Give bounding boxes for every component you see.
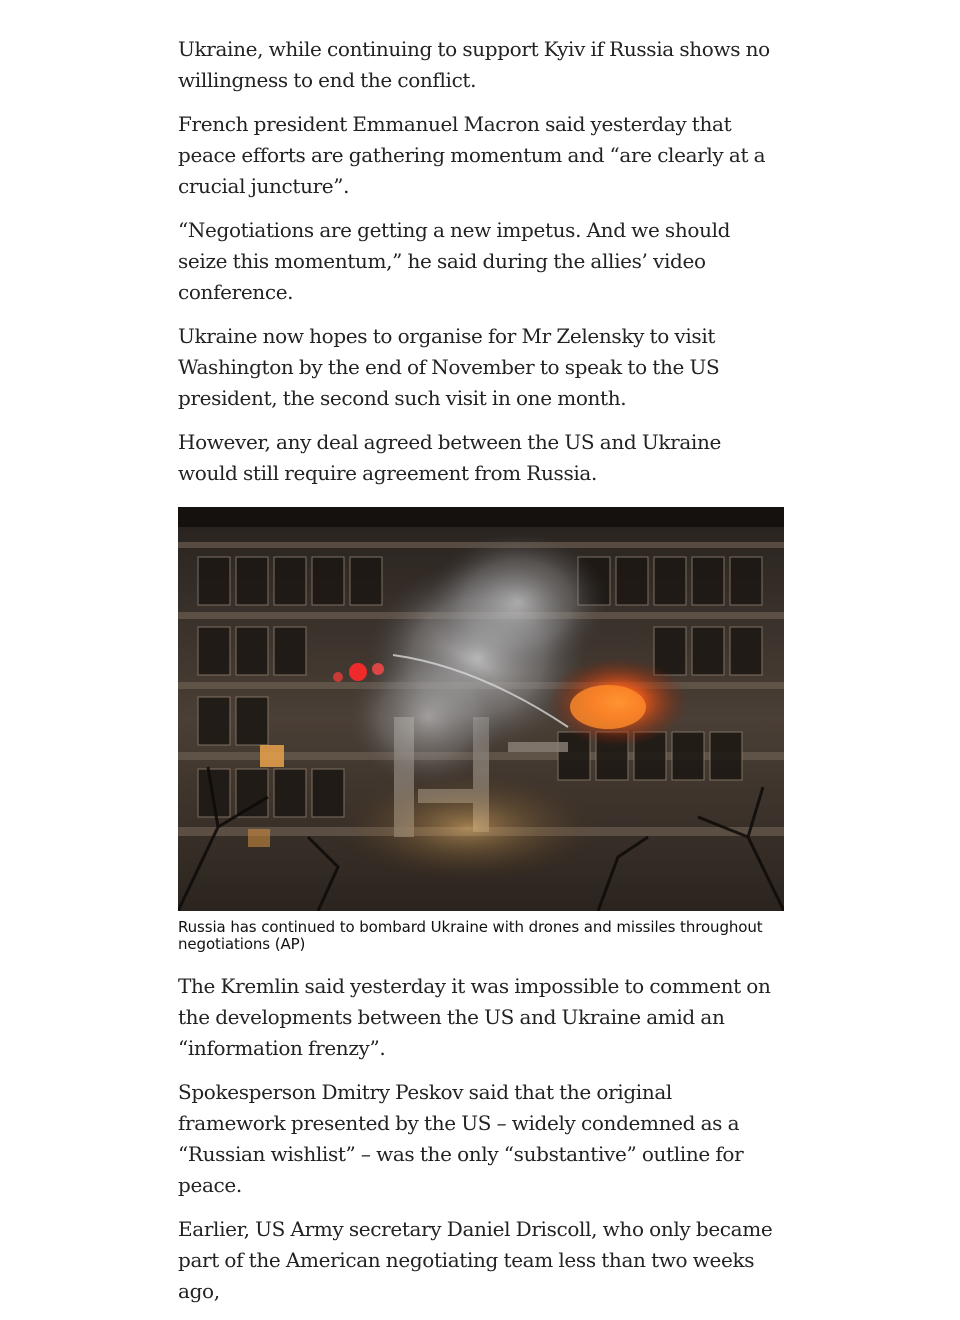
article-paragraph: Ukraine, while continuing to support Kyiv if Russia shows no willingness to end the conflict. bbox=[178, 37, 770, 92]
article-paragraph: However, any deal agreed between the US and Ukraine would still require agreement from Russia. bbox=[178, 430, 721, 485]
news-photo-burning-building[interactable] bbox=[178, 507, 784, 911]
figure-caption: Russia has continued to bombard Ukraine with drones and missiles throughout negotiations (AP) bbox=[178, 918, 763, 953]
article-figure bbox=[178, 507, 784, 953]
article-paragraph: “Negotiations are getting a new impetus. And we should seize this momentum,” he said during the allies’ video conference. bbox=[178, 218, 731, 304]
article-paragraph: The Kremlin said yesterday it was impossible to comment on the developments between the US and Ukraine amid an “information frenzy”. bbox=[178, 974, 771, 1060]
article-paragraph: French president Emmanuel Macron said yesterday that peace efforts are gathering momentum and “are clearly at a crucial juncture”. bbox=[178, 112, 766, 198]
article-paragraph: Ukraine now hopes to organise for Mr Zelensky to visit Washington by the end of November to speak to the US president, the second such visit in one month. bbox=[178, 324, 720, 410]
article-paragraph: Spokesperson Dmitry Peskov said that the original framework presented by the US – widely condemned as a “Russian wishlist” – was the only “substantive” outline for peace. bbox=[178, 1080, 744, 1197]
article-body bbox=[178, 34, 784, 1320]
article-continuation bbox=[178, 971, 784, 1307]
article-paragraph: Earlier, US Army secretary Daniel Driscoll, who only became part of the American negotiating team less than two weeks ago, bbox=[178, 1217, 773, 1303]
